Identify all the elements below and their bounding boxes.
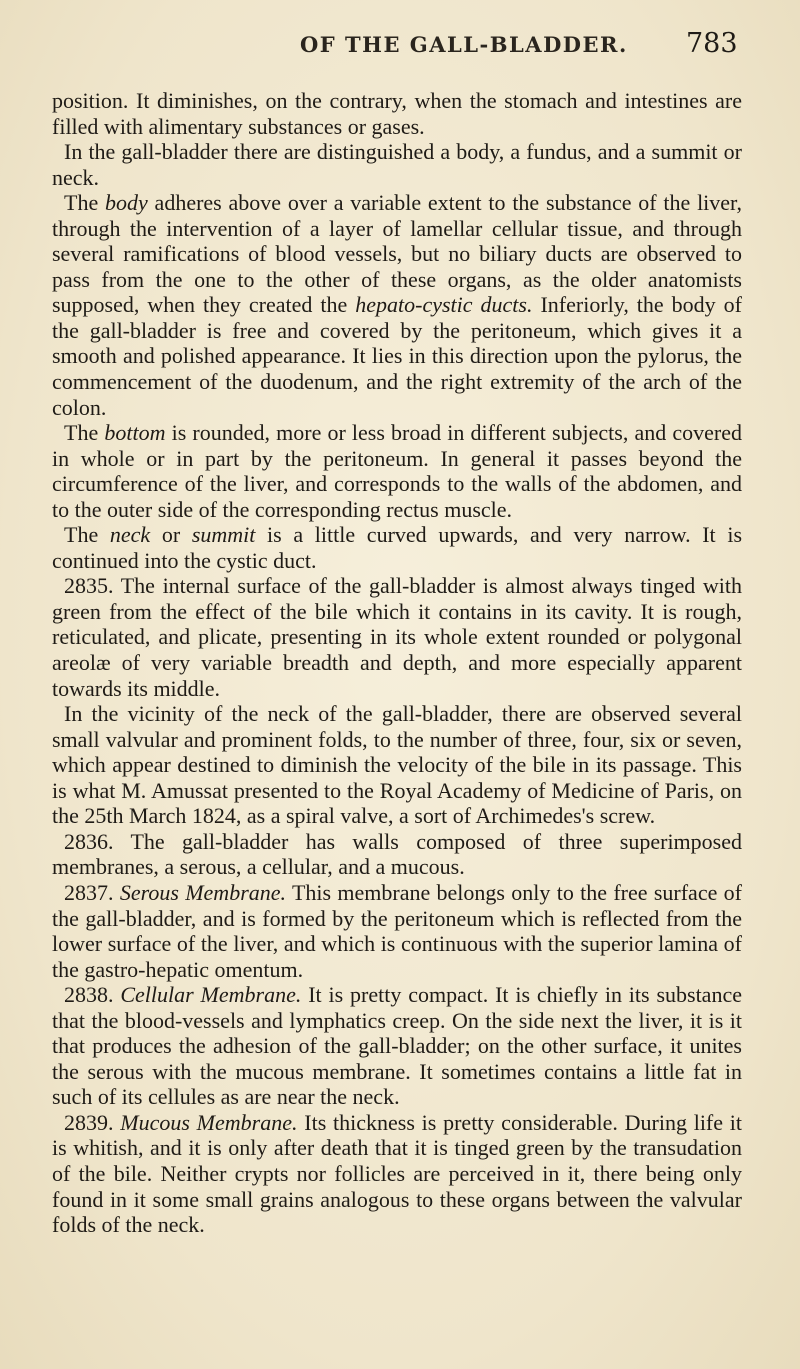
italic-run: neck <box>109 522 151 548</box>
text-run: 2836. The gall-bladder has walls composed of three superimposed membranes, a serous, a cellular, and a mucous. <box>52 828 742 880</box>
text-run: 2838. <box>64 982 121 1008</box>
italic-run: summit <box>191 522 256 548</box>
italic-run: bottom <box>104 420 166 446</box>
text-run: Its thickness is pretty considerable. During life it is whitish, and it is only after death that it is tinged green by the transudation of the bile. Neither crypts nor follicles are perceived in it, there being only found in it some small grains analogous to these organs between the valvular folds of the neck. <box>52 1109 743 1238</box>
text-run: 2839. <box>64 1109 121 1135</box>
text-run: is rounded, more or less broad in different subjects, and covered in whole or in part by the peritoneum. In general it passes beyond the circumference of the liver, and corresponds to the walls of the abdomen, and to the outer side of the corresponding rectus muscle. <box>52 420 743 522</box>
text-run: is a little curved upwards, and very narrow. It is continued into the cystic duct. <box>52 522 743 573</box>
text-run: 2837. <box>64 879 120 905</box>
paragraph-indent <box>52 1110 64 1135</box>
italic-run: Serous Membrane. <box>119 879 287 905</box>
text-run: In the vicinity of the neck of the gall-bladder, there are observed several small valvular and prominent folds, to the number of three, four, six or seven, which appear destined to diminish the velocity of the bile in its passage. This is what M. Amussat presented to the Royal Academy of Medicine of Paris, on the 25th March 1824, as a spiral valve, a sort of Archimedes's screw. <box>52 701 742 829</box>
paragraph-indent <box>52 701 64 726</box>
paragraph <box>52 829 742 880</box>
paragraph <box>52 880 742 982</box>
paragraph-indent <box>52 139 64 164</box>
text-run: In the gall-bladder there are distinguished a body, a fundus, and a summit or neck. <box>52 139 742 190</box>
page-header <box>0 28 800 68</box>
paragraph-indent <box>52 880 64 905</box>
italic-run: body <box>105 190 148 216</box>
body-text <box>52 88 742 1238</box>
paragraph <box>52 190 742 420</box>
paragraph <box>52 522 742 573</box>
text-run: Inferiorly, the body of the gall-bladder is free and covered by the peritoneum, which gives it a smooth and polished appearance. It lies in this direction upon the pylorus, the commencement of the duodenum, and the right extremity of the arch of the colon. <box>52 292 742 420</box>
text-run: It is pretty compact. It is chiefly in its substance that the blood-vessels and lymphatics creep. On the side next the liver, it is it that produces the adhesion of the gall-bladder; on the other surface, it unites the serous with the mucous membrane. It sometimes contains a little fat in such of its cellules as are near the neck. <box>52 982 742 1110</box>
text-run: This membrane belongs only to the free surface of the gall-bladder, and is formed by the peritoneum which is reflected from the lower surface of the liver, and which is continuous with the superior lamina of the gastro-hepatic omentum. <box>52 879 742 982</box>
italic-run: hepato-cystic ducts. <box>355 292 533 318</box>
paragraph-indent <box>52 982 64 1007</box>
text-run: The <box>64 522 110 548</box>
text-run: position. It diminishes, on the contrary, when the stomach and intestines are filled with alimentary substances or gases. <box>52 88 742 139</box>
paragraph-indent <box>52 829 64 854</box>
paragraph-indent <box>52 190 64 215</box>
italic-run: Mucous Membrane. <box>120 1109 298 1135</box>
paragraph <box>52 88 742 139</box>
italic-run: Cellular Membrane. <box>120 982 302 1008</box>
text-run: The <box>64 190 105 216</box>
paragraph <box>52 982 742 1110</box>
text-run: 2835. The internal surface of the gall-bladder is almost always tinged with green from the effect of the bile which it contains in its cavity. It is rough, reticulated, and plicate, presenting in its whole extent rounded or polygonal areolæ of very variable breadth and depth, and more especially apparent towards its middle. <box>52 573 742 701</box>
paragraph <box>52 420 742 522</box>
paragraph-indent <box>52 573 64 598</box>
paragraph-indent <box>52 522 64 547</box>
page-number: 783 <box>686 28 738 59</box>
text-run: or <box>150 522 192 548</box>
paragraph <box>52 573 742 701</box>
paragraph <box>52 1110 742 1238</box>
paragraph <box>52 701 742 829</box>
paragraph-indent <box>52 420 64 445</box>
text-run: The <box>64 420 105 446</box>
running-head: OF THE GALL-BLADDER. <box>300 32 628 57</box>
paragraph <box>52 139 742 190</box>
text-run: adheres above over a variable extent to the substance of the liver, through the intervention of a layer of lamellar cellular tissue, and through several ramifications of blood vessels, but no biliary ducts are observed to pass from the one to the other of these organs, as the older anatomists supposed, when they created the <box>52 190 743 318</box>
